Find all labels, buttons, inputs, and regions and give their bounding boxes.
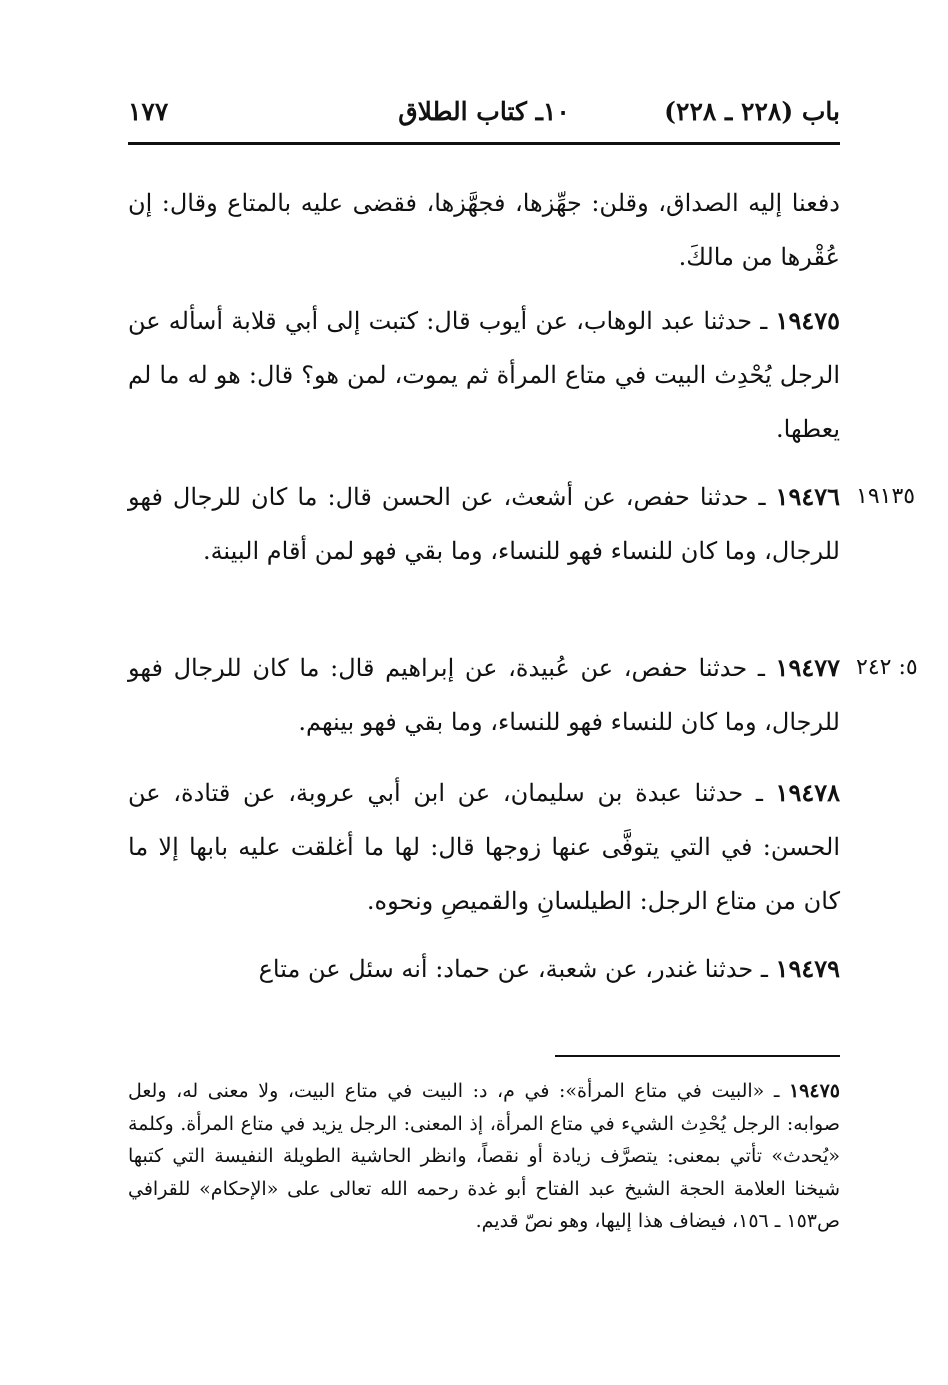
paragraph-text: دفعنا إليه الصداق، وقلن: جهِّزها، فجهَّزها، فقضى عليه بالمتاع وقال: إن عُقْرها من مالكَ. [128, 189, 840, 271]
hadith-19476 [128, 470, 840, 578]
margin-reference: ٥: ٢٤٢ [856, 655, 918, 680]
footnote-divider [555, 1055, 840, 1057]
hadith-text: ـ حدثنا حفص، عن أشعث، عن الحسن قال: ما كان للرجال فهو للرجال، وما كان للنساء فهو للنساء، وما بقي فهو لمن أقام البينة. [128, 483, 840, 565]
hadith-text: ـ حدثنا غندر، عن شعبة، عن حماد: أنه سئل عن متاع [258, 955, 776, 983]
hadith-text: ـ حدثنا عبدة بن سليمان، عن ابن أبي عروبة، عن قتادة، عن الحسن: في التي يتوفَّى عنها زوجها قال: لها ما أغلقت عليه بابها إلا ما كان من متاع الرجل: الطيلسانِ والقميصِ ونحوه. [128, 779, 840, 915]
hadith-text: ـ حدثنا عبد الوهاب، عن أيوب قال: كتبت إلى أبي قلابة أسأله عن الرجل يُحْدِث البيت في متاع المرأة ثم يموت، لمن هو؟ قال: هو له ما لم يعطها. [128, 307, 840, 443]
page-number: ١٧٧ [128, 97, 169, 126]
header-divider [128, 142, 840, 145]
hadith-19479 [128, 942, 840, 996]
hadith-number: ١٩٤٧٥ [775, 306, 840, 335]
footnote-number: ١٩٤٧٥ [788, 1080, 840, 1102]
footnote-text: ـ «البيت في متاع المرأة»: في م، د: البيت في متاع البيت، ولا معنى له، ولعل صوابه: الرجل يُحْدِث الشيء في متاع المرأة، إذ المعنى: الرجل يزيد في متاع المرأة. وكلمة «يُحدث» تأتي بمعنى: يتصرَّف زيادة أو نقصاً، وانظر الحاشية الطويلة النفيسة التي كتبها شيخنا العلامة الحجة الشيخ عبد الفتاح أبو غدة رحمه الله تعالى على «الإحكام» للقرافي ص١٥٣ ـ ١٥٦، فيضاف هذا إليها، وهو نصّ قديم. [128, 1080, 840, 1233]
hadith-19475 [128, 294, 840, 456]
hadith-number: ١٩٤٧٩ [775, 954, 840, 983]
header-book-title: ١٠ـ كتاب الطلاق [398, 97, 570, 126]
margin-reference: ١٩١٣٥ [856, 484, 916, 509]
hadith-19478 [128, 766, 840, 928]
hadith-text: ـ حدثنا حفص، عن عُبيدة، عن إبراهيم قال: ما كان للرجال فهو للرجال، وما كان للنساء فهو للنساء، وما بقي فهو بينهم. [128, 654, 840, 736]
running-header [128, 92, 840, 132]
paragraph-continuation [128, 176, 840, 284]
hadith-19477 [128, 641, 840, 749]
hadith-number: ١٩٤٧٨ [775, 778, 840, 807]
footnote [128, 1075, 840, 1238]
hadith-number: ١٩٤٧٧ [775, 653, 840, 682]
hadith-number: ١٩٤٧٦ [775, 482, 840, 511]
header-section-range: باب (٢٢٨ ـ ٢٢٨) [664, 97, 840, 126]
